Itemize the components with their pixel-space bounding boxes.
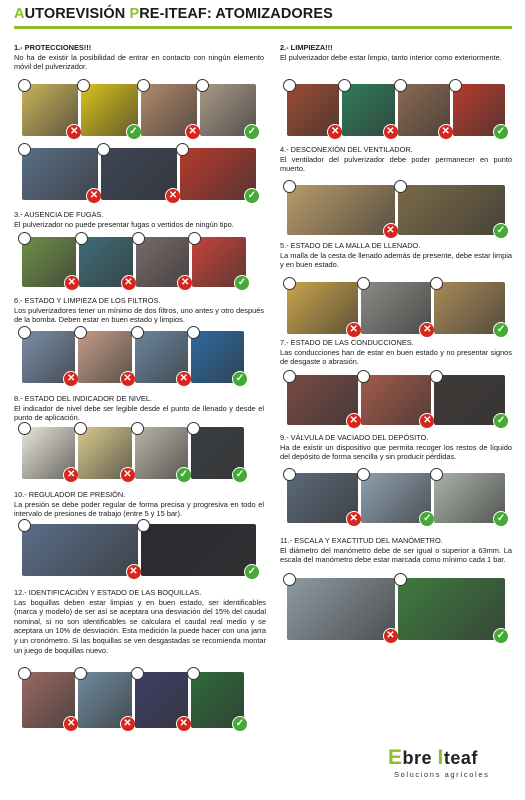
circle-callout-icon: [283, 180, 296, 193]
section-text: Ha de existir un dispositivo que permita recoger los restos de líquido del depósito de forma sencilla y sin producir pérdidas.: [280, 442, 512, 462]
check-icon: ✓: [493, 628, 509, 644]
circle-callout-icon: [187, 422, 200, 435]
section-text: La malla de la cesta de llenado además de presente, debe estar limpia y en buen estado.: [280, 250, 512, 270]
example-photo: [136, 237, 190, 287]
cross-icon: ✕: [346, 511, 362, 527]
example-photo: [287, 473, 358, 523]
section-regulador-presion: [14, 490, 264, 519]
section-manometro: [280, 536, 512, 565]
section-malla-llenado: [280, 241, 512, 270]
circle-callout-icon: [18, 667, 31, 680]
cross-icon: ✕: [383, 628, 399, 644]
cross-icon: ✕: [327, 124, 343, 140]
circle-callout-icon: [283, 370, 296, 383]
section-text: Los pulverizadores tener un mínimo de dos filtros, uno antes y otro después de la bomba. Deben estar en buen estado y limpios.: [14, 305, 264, 325]
example-photo: [22, 427, 75, 479]
example-photo: [135, 672, 188, 728]
cross-icon: ✕: [66, 124, 82, 140]
example-photo: [398, 185, 506, 235]
section-text: El pulverizador debe estar limpio, tanto interior como exteriormente.: [280, 52, 502, 62]
logo: [388, 746, 489, 779]
example-photo: [79, 237, 133, 287]
section-text: Las conducciones han de estar en buen estado y no presentar signos de desgaste o abrasión.: [280, 347, 512, 367]
example-photo: [191, 672, 244, 728]
example-photo: [287, 375, 358, 425]
section-heading: 10.- REGULADOR DE PRESIÓN.: [14, 490, 126, 499]
cross-icon: ✕: [121, 275, 137, 291]
circle-callout-icon: [176, 143, 189, 156]
circle-callout-icon: [74, 326, 87, 339]
section-heading: 3.- AUSENCIA DE FUGAS.: [14, 210, 104, 219]
section-heading: 12.- IDENTIFICACIÓN Y ESTADO DE LAS BOQUILLAS.: [14, 588, 202, 597]
cross-icon: ✕: [383, 124, 399, 140]
section-heading: 4.- DESCONEXIÓN DEL VENTILADOR.: [280, 145, 413, 154]
photo-strip-fugas: [22, 237, 246, 287]
check-icon: ✓: [493, 124, 509, 140]
example-photo: [78, 672, 131, 728]
circle-callout-icon: [131, 422, 144, 435]
photo-strip-protecciones-1: [22, 84, 256, 136]
photo-strip-conducciones: [287, 375, 505, 425]
example-photo: [22, 672, 75, 728]
example-photo: [81, 84, 137, 136]
circle-callout-icon: [187, 326, 200, 339]
photo-strip-boquillas: [22, 672, 244, 728]
circle-callout-icon: [430, 468, 443, 481]
circle-callout-icon: [18, 422, 31, 435]
photo-strip-filtros: [22, 331, 244, 383]
cross-icon: ✕: [176, 371, 192, 387]
cross-icon: ✕: [419, 413, 435, 429]
check-icon: ✓: [232, 371, 248, 387]
photo-strip-protecciones-2: [22, 148, 256, 200]
circle-callout-icon: [18, 232, 31, 245]
check-icon: ✓: [244, 188, 260, 204]
circle-callout-icon: [283, 468, 296, 481]
circle-callout-icon: [18, 326, 31, 339]
circle-callout-icon: [132, 232, 145, 245]
cross-icon: ✕: [126, 564, 142, 580]
photo-strip-valvula-vaciado: [287, 473, 505, 523]
cross-icon: ✕: [120, 716, 136, 732]
circle-callout-icon: [18, 143, 31, 156]
example-photo: [135, 331, 188, 383]
example-photo: [22, 84, 78, 136]
circle-callout-icon: [430, 370, 443, 383]
check-icon: ✓: [126, 124, 142, 140]
section-text: El ventilador del pulverizador debe poder permanecer en punto muerto.: [280, 154, 512, 174]
circle-callout-icon: [357, 370, 370, 383]
cross-icon: ✕: [165, 188, 181, 204]
check-icon: ✓: [244, 124, 260, 140]
section-text: No ha de existir la posibilidad de entrar en contacto con ningún elemento móvil del pulverizador.: [14, 52, 264, 72]
example-photo: [398, 578, 506, 640]
circle-callout-icon: [137, 519, 150, 532]
title-rule: [14, 26, 512, 29]
cross-icon: ✕: [346, 413, 362, 429]
circle-callout-icon: [283, 79, 296, 92]
example-photo: [342, 84, 394, 136]
circle-callout-icon: [283, 277, 296, 290]
cross-icon: ✕: [419, 322, 435, 338]
circle-callout-icon: [77, 79, 90, 92]
photo-strip-malla-llenado: [287, 282, 505, 334]
photo-strip-indicador-nivel: [22, 427, 244, 479]
example-photo: [22, 524, 138, 576]
example-photo: [434, 473, 505, 523]
circle-callout-icon: [131, 667, 144, 680]
section-heading: 7.- ESTADO DE LAS CONDUCCIONES.: [280, 338, 414, 347]
section-heading: 11.- ESCALA Y EXACTITUD DEL MANÓMETRO.: [280, 536, 443, 545]
example-photo: [191, 331, 244, 383]
photo-strip-regulador-presion: [22, 524, 256, 576]
section-heading: 9.- VÁLVULA DE VACIADO DEL DEPÓSITO.: [280, 433, 429, 442]
example-photo: [287, 185, 395, 235]
circle-callout-icon: [18, 519, 31, 532]
example-photo: [141, 524, 257, 576]
section-text: El indicador de nivel debe ser legible desde el punto de llenado y desde el punto de aplicación.: [14, 403, 264, 423]
section-limpieza: [280, 43, 512, 62]
section-heading: 8.- ESTADO DEL INDICADOR DE NIVEL.: [14, 394, 152, 403]
circle-callout-icon: [357, 277, 370, 290]
circle-callout-icon: [430, 277, 443, 290]
example-photo: [434, 282, 505, 334]
example-photo: [361, 282, 432, 334]
example-photo: [361, 375, 432, 425]
check-icon: ✓: [419, 511, 435, 527]
check-icon: ✓: [493, 322, 509, 338]
example-photo: [287, 84, 339, 136]
circle-callout-icon: [394, 180, 407, 193]
example-photo: [78, 331, 131, 383]
cross-icon: ✕: [185, 124, 201, 140]
example-photo: [135, 427, 188, 479]
example-photo: [192, 237, 246, 287]
cross-icon: ✕: [120, 467, 136, 483]
cross-icon: ✕: [176, 716, 192, 732]
example-photo: [22, 148, 98, 200]
check-icon: ✓: [493, 223, 509, 239]
example-photo: [361, 473, 432, 523]
cross-icon: ✕: [64, 275, 80, 291]
check-icon: ✓: [232, 467, 248, 483]
photo-strip-manometro: [287, 578, 505, 640]
example-photo: [287, 282, 358, 334]
section-protecciones: [14, 43, 264, 72]
cross-icon: ✕: [63, 467, 79, 483]
example-photo: [191, 427, 244, 479]
circle-callout-icon: [394, 79, 407, 92]
section-heading: 5.- ESTADO DE LA MALLA DE LLENADO.: [280, 241, 421, 250]
circle-callout-icon: [18, 79, 31, 92]
section-desconexion-ventilador: [280, 145, 512, 174]
cross-icon: ✕: [63, 716, 79, 732]
circle-callout-icon: [74, 422, 87, 435]
circle-callout-icon: [394, 573, 407, 586]
check-icon: ✓: [176, 467, 192, 483]
section-text: El pulverizador no puede presentar fugas o vertidos de ningún tipo.: [14, 219, 234, 229]
page-title: AUTOREVISIÓN PRE-ITEAF: ATOMIZADORES: [14, 6, 333, 22]
section-heading: 1.- PROTECCIONES!!!: [14, 43, 92, 52]
section-fugas: [14, 210, 264, 229]
circle-callout-icon: [97, 143, 110, 156]
cross-icon: ✕: [383, 223, 399, 239]
cross-icon: ✕: [346, 322, 362, 338]
logo-wordmark: Ebre Iteaf: [388, 746, 478, 769]
photo-strip-desconexion-ventilador: [287, 185, 505, 235]
cross-icon: ✕: [63, 371, 79, 387]
example-photo: [78, 427, 131, 479]
example-photo: [398, 84, 450, 136]
section-heading: 6.- ESTADO Y LIMPIEZA DE LOS FILTROS.: [14, 296, 161, 305]
example-photo: [141, 84, 197, 136]
circle-callout-icon: [283, 573, 296, 586]
section-filtros: [14, 296, 264, 325]
example-photo: [287, 578, 395, 640]
example-photo: [434, 375, 505, 425]
example-photo: [180, 148, 256, 200]
section-text: La presión se debe poder regular de forma precisa y progresiva en todo el intervalo de presiones de trabajo (entre 5 y 15 bar).: [14, 499, 264, 519]
circle-callout-icon: [75, 232, 88, 245]
example-photo: [453, 84, 505, 136]
example-photo: [22, 237, 76, 287]
check-icon: ✓: [234, 275, 250, 291]
circle-callout-icon: [131, 326, 144, 339]
section-conducciones: [280, 338, 512, 367]
check-icon: ✓: [493, 511, 509, 527]
check-icon: ✓: [232, 716, 248, 732]
circle-callout-icon: [188, 232, 201, 245]
cross-icon: ✕: [120, 371, 136, 387]
circle-callout-icon: [74, 667, 87, 680]
section-boquillas: [14, 588, 266, 655]
section-text: El diámetro del manómetro debe de ser igual o superior a 63mm. La escala del manómetro debe estar marcada como mínimo cada 1 bar.: [280, 545, 512, 565]
check-icon: ✓: [244, 564, 260, 580]
cross-icon: ✕: [438, 124, 454, 140]
section-text: Las boquillas deben estar limpias y en buen estado, ser identificables (marca y modelo) de ser así se aceptara una desviación del 15% del caudal nominal, si no son identificables se calculara el caudal real medio y se aceptara un 10% de desviación. Esta medición la puede hacer con una jarra y un cronómetro. Si las boquillas se ven desgastadas se recomienda montar un juego de boquillas nuevo.: [14, 597, 266, 655]
section-heading: 2.- LIMPIEZA!!!: [280, 43, 333, 52]
circle-callout-icon: [449, 79, 462, 92]
circle-callout-icon: [187, 667, 200, 680]
logo-tagline: Solucions agrícoles: [394, 770, 490, 779]
photo-strip-limpieza: [287, 84, 505, 136]
circle-callout-icon: [357, 468, 370, 481]
section-indicador-nivel: [14, 394, 264, 423]
circle-callout-icon: [196, 79, 209, 92]
check-icon: ✓: [493, 413, 509, 429]
example-photo: [101, 148, 177, 200]
circle-callout-icon: [137, 79, 150, 92]
cross-icon: ✕: [177, 275, 193, 291]
section-valvula-vaciado: [280, 433, 512, 462]
cross-icon: ✕: [86, 188, 102, 204]
example-photo: [200, 84, 256, 136]
circle-callout-icon: [338, 79, 351, 92]
example-photo: [22, 331, 75, 383]
